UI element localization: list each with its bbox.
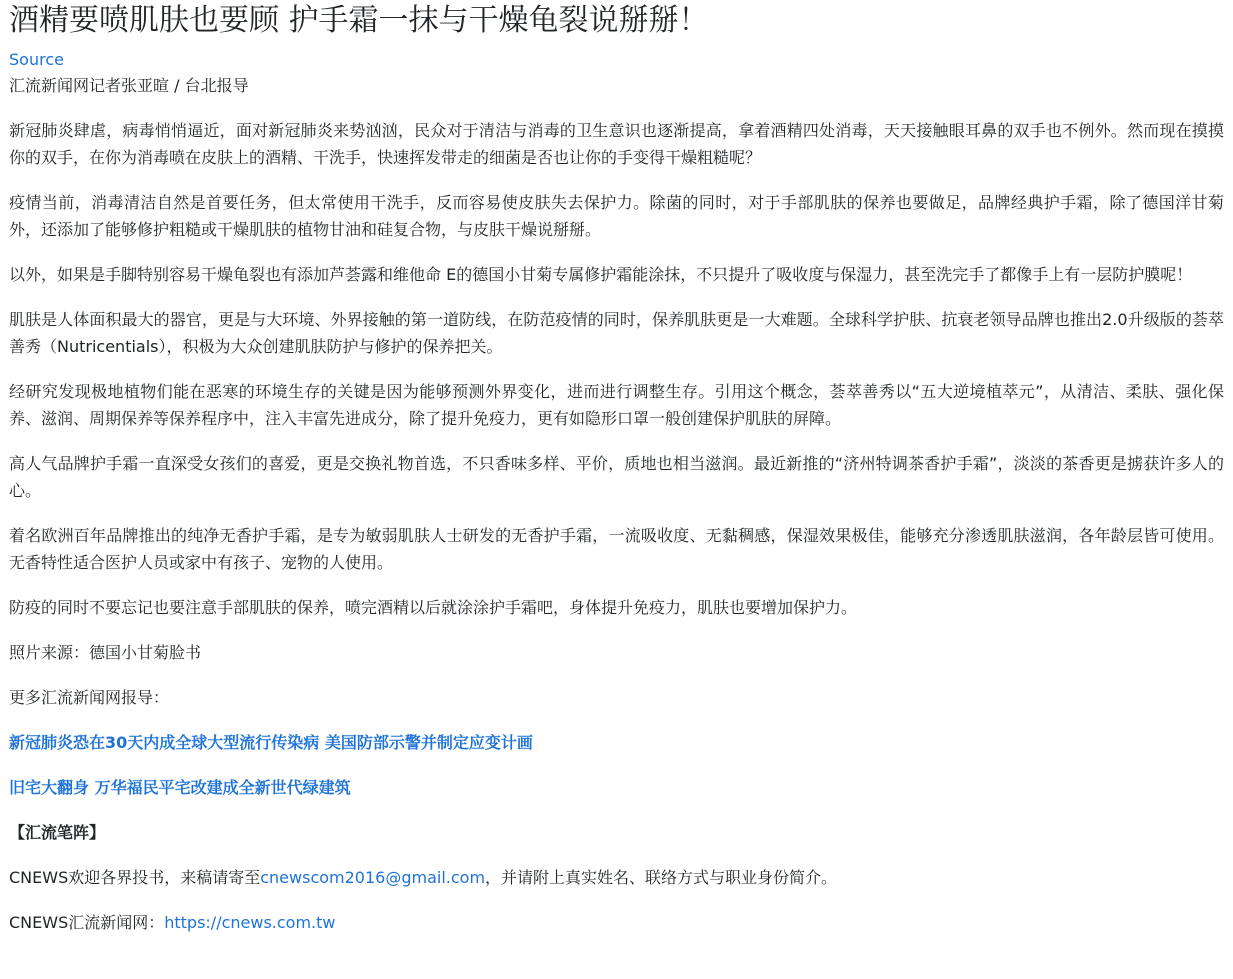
submission-note [9,864,1224,891]
submission-suffix: ，并请附上真实姓名、联络方式与职业身份简介。 [485,868,838,887]
article-paragraph: 肌肤是人体面积最大的器官，更是与大环境、外界接触的第一道防线，在防范疫情的同时，保养肌肤更是一大难题。全球科学护肤、抗衰老领导品牌也推出2.0升级版的荟萃善秀（Nutricentials），积极为大众创建肌肤防护与修护的保养把关。 [9,310,1224,356]
article-paragraph: 经研究发现极地植物们能在恶寒的环境生存的关键是因为能够预测外界变化，进而进行调整生存。引用这个概念，荟萃善秀以“五大逆境植萃元”，从清洁、柔肤、强化保养、滋润、周期保养等保养程序中，注入丰富先进成分，除了提升免疫力，更有如隐形口罩一般创建保护肌肤的屏障。 [9,382,1224,428]
site-label: CNEWS汇流新闻网： [9,913,165,932]
related-article-item [9,729,1224,756]
site-line [9,909,1224,936]
related-article-item [9,774,1224,801]
article-title: 酒精要喷肌肤也要顾 护手霜一抹与干燥龟裂说掰掰！ [9,3,709,38]
photo-credit: 照片来源：德国小甘菊脸书 [9,643,202,662]
article-paragraph: 着名欧洲百年品牌推出的纯净无香护手霜，是专为敏弱肌肤人士研发的无香护手霜，一流吸收度、无黏稠感，保湿效果极佳，能够充分渗透肌肤滋润，各年龄层皆可使用。无香特性适合医护人员或家中有孩子、宠物的人使用。 [9,526,1224,572]
article-paragraph: 高人气品牌护手霜一直深受女孩们的喜爱，更是交换礼物首选，不只香味多样、平价，质地也相当滋润。最近新推的“济州特调茶香护手霜”，淡淡的茶香更是掳获许多人的心。 [9,454,1224,500]
submission-email-link[interactable]: cnewscom2016@gmail.com [260,868,486,887]
article-byline: 汇流新闻网记者张亚暄 / 台北报导 [9,76,249,95]
article-paragraph: 防疫的同时不要忘记也要注意手部肌肤的保养，喷完酒精以后就涂涂护手霜吧，身体提升免疫力，肌肤也要增加保护力。 [9,598,858,617]
article-paragraph: 疫情当前，消毒清洁自然是首要任务，但太常使用干洗手，反而容易使皮肤失去保护力。除菌的同时，对于手部肌肤的保养也要做足，品牌经典护手霜，除了德国洋甘菊外，还添加了能够修护粗糙或干燥肌肤的植物甘油和硅复合物，与皮肤干燥说掰掰。 [9,193,1224,239]
related-article-link[interactable]: 旧宅大翻身 万华福民平宅改建成全新世代绿建筑 [9,778,351,797]
related-article-link[interactable]: 新冠肺炎恐在30天内成全球大型流行传染病 美国防部示警并制定应变计画 [9,733,533,752]
article-paragraph: 以外，如果是手脚特别容易干燥龟裂也有添加芦荟露和维他命 E的德国小甘菊专属修护霜能涂抹，不只提升了吸收度与保湿力，甚至洗完手了都像手上有一层防护膜呢！ [9,265,1193,284]
column-heading: 【汇流笔阵】 [9,823,106,842]
site-url-link[interactable]: https://cnews.com.tw [164,913,336,932]
article-paragraph: 新冠肺炎肆虐，病毒悄悄逼近，面对新冠肺炎来势汹汹，民众对于清洁与消毒的卫生意识也逐渐提高，拿着酒精四处消毒，天天接触眼耳鼻的双手也不例外。然而现在摸摸你的双手，在你为消毒喷在皮肤上的酒精、干洗手，快速挥发带走的细菌是否也让你的手变得干燥粗糙呢？ [9,121,1224,167]
submission-prefix: CNEWS欢迎各界投书，来稿请寄至 [9,868,261,887]
source-link[interactable]: Source [9,50,64,69]
more-news-label: 更多汇流新闻网报导： [9,688,170,707]
